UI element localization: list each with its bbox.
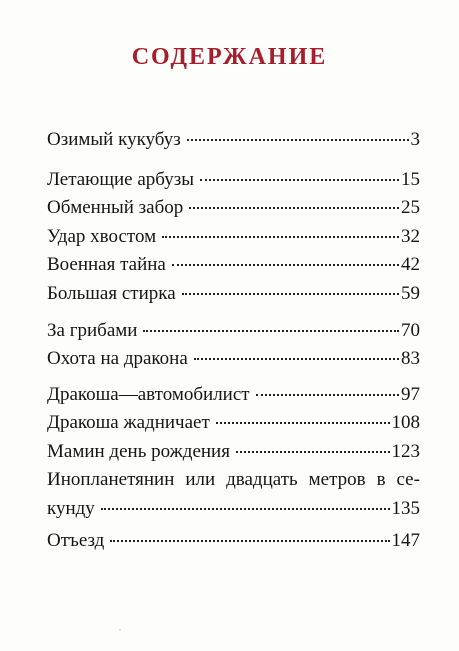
toc-entry-page: 147 (391, 530, 420, 551)
toc-entry-title: Удар хвостом (47, 226, 157, 247)
toc-entry-page: 97 (401, 384, 420, 405)
toc-entry (47, 410, 420, 436)
toc-entry (47, 167, 420, 193)
dot-leader (187, 139, 409, 141)
dot-leader (216, 422, 390, 424)
dot-leader (256, 394, 399, 396)
toc-entry (47, 528, 420, 554)
toc-entry (47, 195, 420, 221)
toc-entry-title: Летающие арбузы (47, 169, 194, 190)
toc-entry (47, 382, 420, 408)
toc-entry-long-line-1 (47, 467, 420, 493)
dot-leader (236, 451, 390, 453)
toc-entry (47, 318, 420, 344)
toc-word: или (185, 469, 216, 490)
toc-entry-title: Военная тайна (47, 254, 166, 275)
toc-entry-title: кунду (47, 498, 95, 519)
toc-word: се- (396, 469, 420, 490)
paper-speck (119, 629, 121, 631)
toc-entry (47, 346, 420, 372)
toc-entry-page: 42 (401, 254, 420, 275)
toc-entry (47, 439, 420, 465)
page-title: СОДЕРЖАНИЕ (131, 44, 328, 70)
toc-entry-page: 25 (401, 197, 420, 218)
toc-word: в (376, 469, 386, 490)
toc-entry-long-line-2 (47, 496, 420, 522)
dot-leader (172, 264, 399, 266)
toc-entry-title: Обменный забор (47, 197, 184, 218)
toc-entry-page: 3 (410, 129, 420, 150)
dot-leader (182, 293, 399, 295)
toc-entry-title: Дракоша жадничает (47, 412, 210, 433)
toc-entry (47, 127, 420, 153)
toc-entry-page: 59 (401, 283, 420, 304)
toc-entry (47, 281, 420, 307)
toc-entry-page: 123 (391, 441, 420, 462)
dot-leader (110, 540, 389, 542)
toc-entry-title: Дракоша—автомобилист (47, 384, 250, 405)
toc-entry-page: 32 (401, 226, 420, 247)
toc-entry-page: 15 (401, 169, 420, 190)
toc-entry-page: 83 (401, 348, 420, 369)
dot-leader (189, 207, 399, 209)
dot-leader (194, 358, 399, 360)
toc-entry-title: Охота на дракона (47, 348, 188, 369)
toc-entry-title: Большая стирка (47, 283, 176, 304)
dot-leader (143, 330, 399, 332)
toc-entry-page: 70 (401, 320, 420, 341)
toc-word: Инопланетянин (47, 469, 175, 490)
toc-entry-title: Озимый кукубуз (47, 129, 181, 150)
toc-word: метров (308, 469, 366, 490)
toc-entry-title: За грибами (47, 320, 138, 341)
toc-entry-page: 135 (391, 498, 420, 519)
toc-entry-page: 108 (391, 412, 420, 433)
toc-word: двадцать (226, 469, 298, 490)
toc-entry (47, 224, 420, 250)
toc-entry (47, 252, 420, 278)
dot-leader (162, 236, 399, 238)
toc-entry-title: Отъезд (47, 530, 105, 551)
toc-entry-title: Мамин день рождения (47, 441, 230, 462)
dot-leader (101, 508, 390, 510)
dot-leader (200, 179, 399, 181)
